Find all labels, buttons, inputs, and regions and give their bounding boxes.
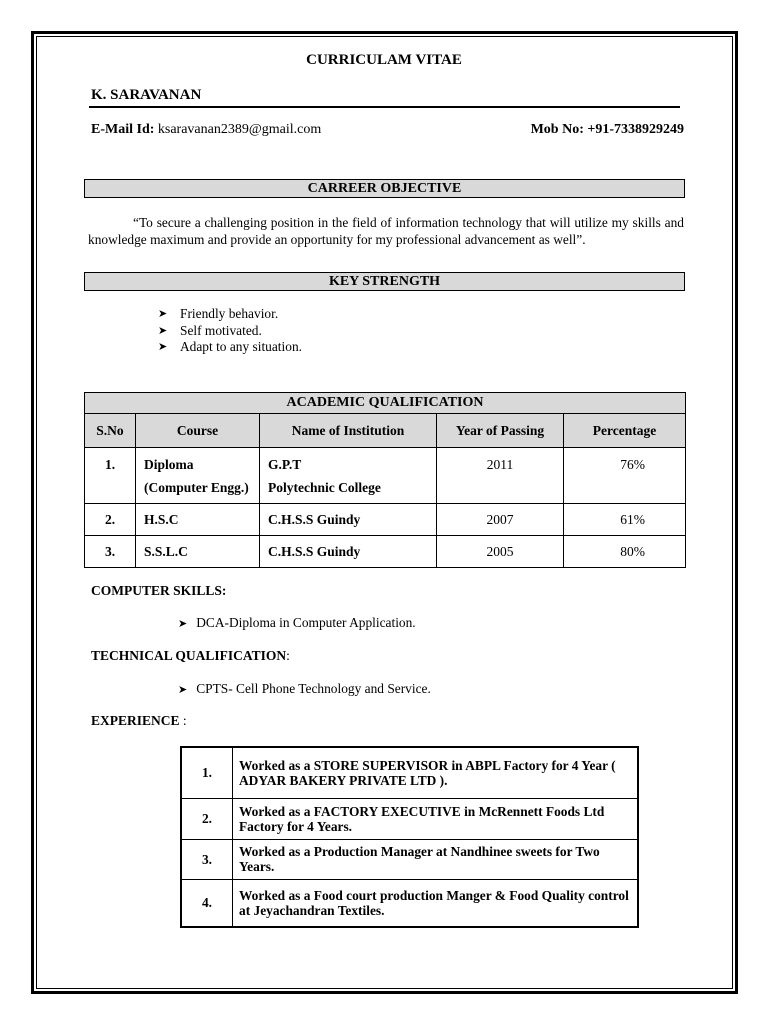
- email-value: ksaravanan2389@gmail.com: [157, 122, 322, 137]
- key-strength-heading: KEY STRENGTH: [84, 272, 685, 291]
- table-row: [85, 504, 686, 536]
- objective-heading: CARREER OBJECTIVE: [84, 179, 685, 198]
- column-header: Name of Institution: [260, 414, 437, 448]
- table-row: [181, 839, 638, 879]
- cell-percentage: 61%: [564, 504, 686, 536]
- cell-sno: 2.: [85, 504, 136, 536]
- email-label: E-Mail Id:: [91, 122, 155, 137]
- list-item: ➤ CPTS- Cell Phone Technology and Service.: [178, 681, 431, 696]
- cell-percentage: 76%: [564, 448, 686, 504]
- list-item: ➤ DCA-Diploma in Computer Application.: [178, 615, 416, 630]
- arrow-bullet-icon: ➤: [158, 341, 168, 353]
- computer-skills-heading: COMPUTER SKILLS:: [91, 583, 227, 598]
- objective-text: “To secure a challenging position in the field of information technology that will utilize my skills and knowledge maximum and provide an opportunity for my professional advancement as well”.: [88, 215, 684, 247]
- arrow-bullet-icon: ➤: [158, 308, 168, 320]
- experience-heading: EXPERIENCE :: [91, 713, 187, 728]
- cell-number: 1.: [181, 747, 233, 798]
- candidate-name: K. SARAVANAN: [91, 87, 202, 103]
- technical-qualification-heading: TECHNICAL QUALIFICATION:: [91, 648, 290, 663]
- academic-table: [84, 392, 686, 568]
- table-row: [85, 448, 686, 504]
- table-row: [181, 879, 638, 927]
- email-line: [91, 122, 321, 138]
- arrow-bullet-icon: ➤: [178, 684, 188, 696]
- list-item: ➤ Friendly behavior.: [158, 306, 279, 321]
- list-item: ➤ Adapt to any situation.: [158, 339, 302, 354]
- cell-institution: G.P.T Polytechnic College: [260, 448, 437, 504]
- key-strength-list: [158, 306, 302, 356]
- cell-year: 2005: [437, 536, 564, 568]
- cell-number: 2.: [181, 798, 233, 839]
- cell-description: Worked as a FACTORY EXECUTIVE in McRennett Foods Ltd Factory for 4 Years.: [233, 798, 639, 839]
- column-header: Percentage: [564, 414, 686, 448]
- document-title: CURRICULAM VITAE: [306, 52, 462, 68]
- table-header-row: [85, 414, 686, 448]
- cell-number: 4.: [181, 879, 233, 927]
- experience-table: [180, 746, 639, 928]
- cell-institution: C.H.S.S Guindy: [260, 536, 437, 568]
- table-row: [85, 536, 686, 568]
- cell-course: H.S.C: [136, 504, 260, 536]
- arrow-bullet-icon: ➤: [178, 618, 188, 630]
- name-underline: [89, 106, 680, 108]
- cell-number: 3.: [181, 839, 233, 879]
- cell-course: Diploma (Computer Engg.): [136, 448, 260, 504]
- cell-description: Worked as a Production Manager at Nandhinee sweets for Two Years.: [233, 839, 639, 879]
- cell-description: Worked as a Food court production Manger & Food Quality control at Jeyachandran Textiles.: [233, 879, 639, 927]
- mobile-number: Mob No: +91-7338929249: [530, 122, 684, 137]
- cell-course: S.S.L.C: [136, 536, 260, 568]
- cell-sno: 3.: [85, 536, 136, 568]
- objective-text-block: [88, 214, 684, 248]
- cell-institution: C.H.S.S Guindy: [260, 504, 437, 536]
- cell-year: 2011: [437, 448, 564, 504]
- column-header: Course: [136, 414, 260, 448]
- column-header: Year of Passing: [437, 414, 564, 448]
- table-row: [181, 798, 638, 839]
- cell-percentage: 80%: [564, 536, 686, 568]
- cell-sno: 1.: [85, 448, 136, 504]
- column-header: S.No: [85, 414, 136, 448]
- academic-heading: ACADEMIC QUALIFICATION: [85, 393, 686, 414]
- arrow-bullet-icon: ➤: [158, 324, 168, 337]
- list-item: ➤ Self motivated.: [158, 322, 262, 338]
- cell-description: Worked as a STORE SUPERVISOR in ABPL Factory for 4 Year ( ADYAR BAKERY PRIVATE LTD ).: [233, 747, 639, 798]
- cell-year: 2007: [437, 504, 564, 536]
- table-row: [181, 747, 638, 798]
